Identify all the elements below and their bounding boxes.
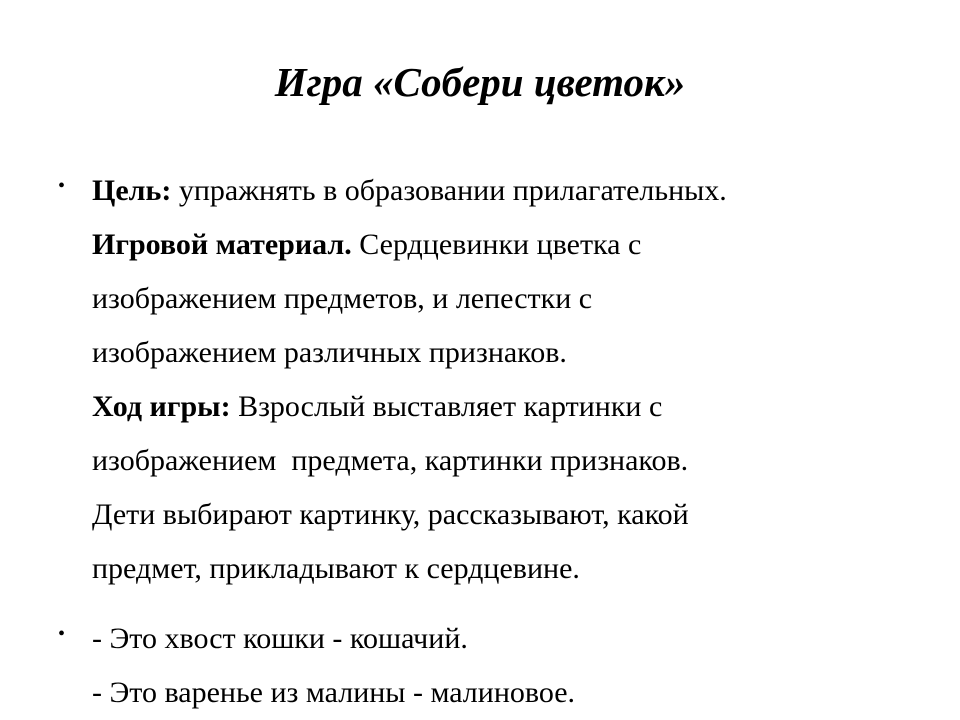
goal-text: упражнять в образовании прилагательных.	[171, 174, 727, 207]
example-line-2: - Это варенье из малины - малиновое.	[92, 676, 576, 709]
bullet-item-examples	[0, 612, 960, 720]
example-line-1: - Это хвост кошки - кошачий.	[92, 622, 468, 655]
line-procedure	[92, 380, 920, 434]
line-material-cont-2: изображением различных признаков.	[92, 336, 567, 369]
bullet-dot-icon: •	[58, 623, 66, 645]
line-goal	[92, 164, 920, 218]
bullet-item-description	[0, 164, 960, 596]
slide-title: Игра «Собери цветок»	[274, 59, 686, 105]
procedure-text: Взрослый выставляет картинки с	[230, 390, 663, 423]
line-procedure-cont-3: предмет, прикладывают к сердцевине.	[92, 552, 580, 585]
line-material-cont-1: изображением предметов, и лепестки с	[92, 282, 593, 315]
line-procedure-cont-1: изображением предмета, картинки признаков.	[92, 444, 689, 477]
bullet-dot-icon: •	[58, 175, 66, 197]
line-procedure-cont-2: Дети выбирают картинку, рассказывают, какой	[92, 498, 689, 531]
procedure-label: Ход игры:	[92, 390, 231, 423]
bullet-list	[0, 164, 960, 720]
goal-label: Цель:	[92, 174, 172, 207]
material-text: Сердцевинки цветка с	[351, 228, 642, 261]
material-label: Игровой материал.	[92, 228, 352, 261]
line-material	[92, 218, 920, 272]
